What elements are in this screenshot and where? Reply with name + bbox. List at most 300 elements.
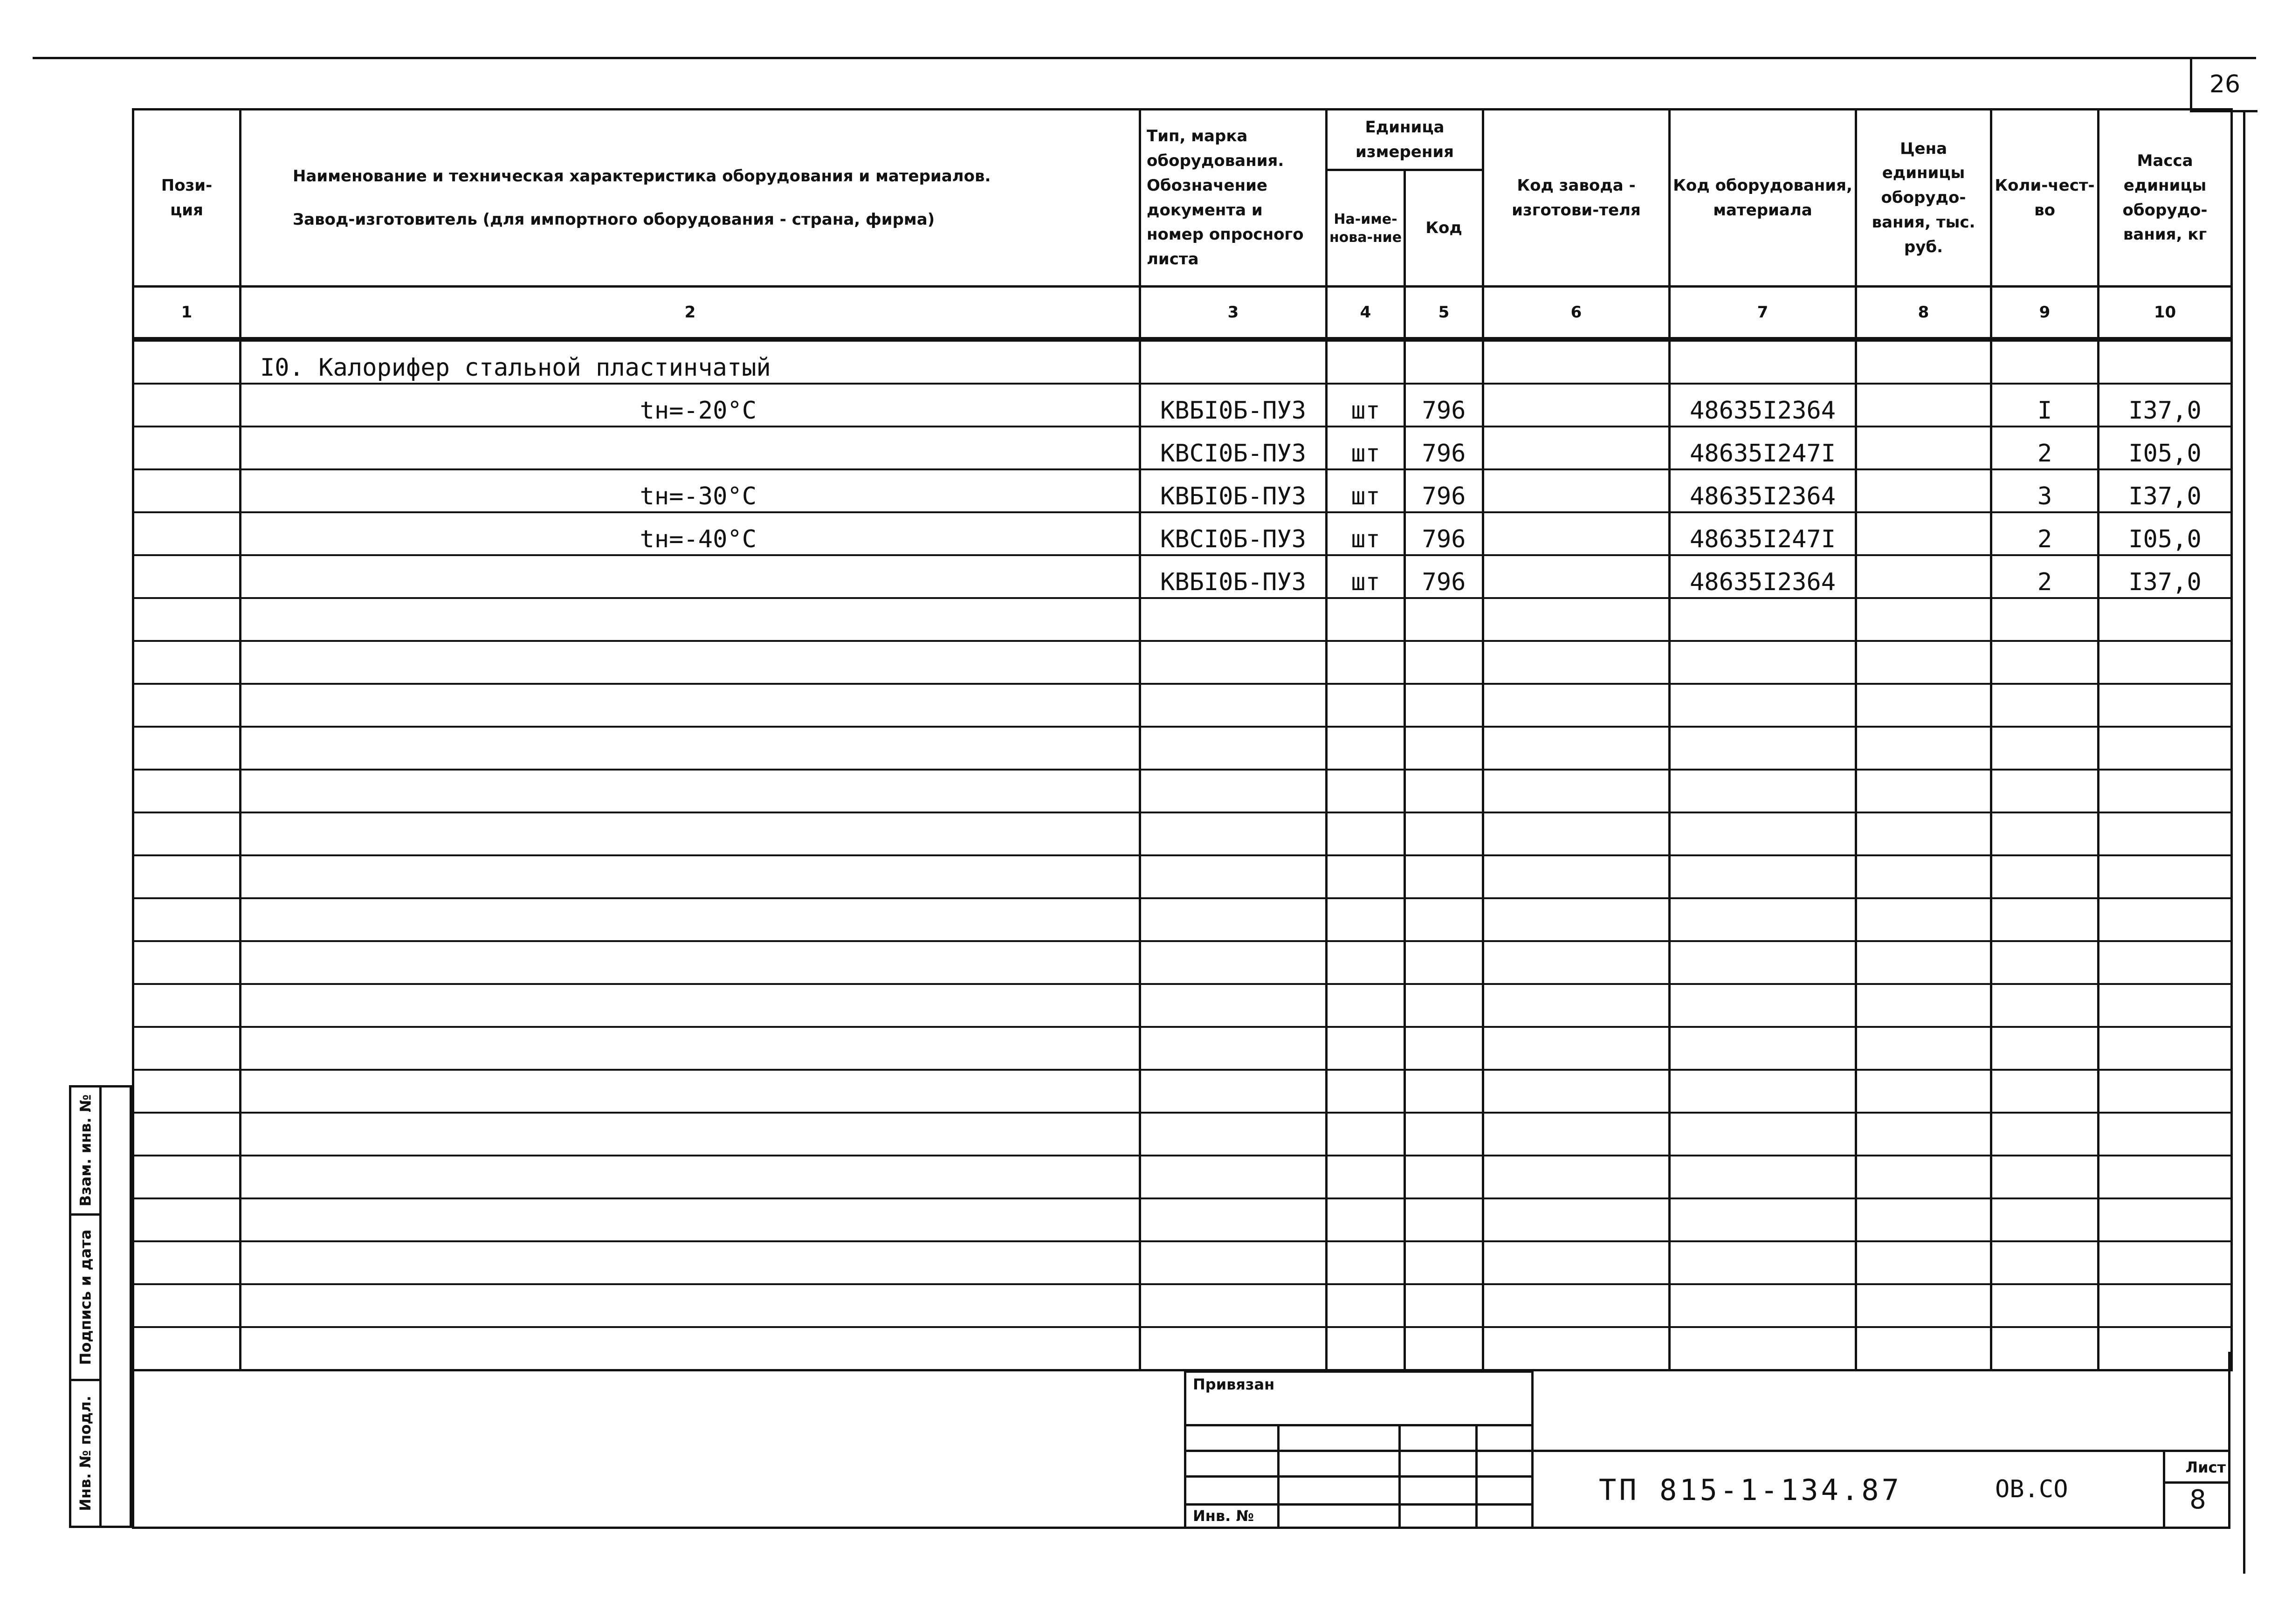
cell-unit [1327, 1284, 1405, 1327]
cell-qty [1991, 1027, 2099, 1070]
cell-unit_code: 796 [1405, 427, 1483, 469]
cell-name: I0. Калорифер стальной пластинчатый [241, 339, 1140, 384]
cell-type [1140, 898, 1327, 941]
column-number-8: 8 [1856, 287, 1991, 340]
cell-mass [2099, 984, 2232, 1027]
cell-unit_code [1405, 941, 1483, 984]
cell-unit_code [1405, 1070, 1483, 1113]
cell-pos [133, 339, 241, 384]
cell-mass [2099, 855, 2232, 898]
cell-unit [1327, 984, 1405, 1027]
cell-pos [133, 1241, 241, 1284]
cell-pos [133, 427, 241, 469]
header-name-line2: Завод-изготовитель (для импортного оборудования - страна, фирма) [293, 210, 935, 229]
privyazan-line [1186, 1450, 1531, 1452]
cell-factory [1483, 598, 1670, 641]
cell-name [241, 727, 1140, 770]
cell-factory [1483, 1156, 1670, 1198]
cell-factory [1483, 1070, 1670, 1113]
cell-name [241, 770, 1140, 812]
cell-type [1140, 1113, 1327, 1156]
cell-qty [1991, 1113, 2099, 1156]
cell-name [241, 598, 1140, 641]
privyazan-line [1186, 1475, 1531, 1478]
inv-no-label: Инв. № [1193, 1507, 1254, 1525]
cell-price [1856, 684, 1991, 727]
cell-qty [1991, 339, 2099, 384]
cell-mass [2099, 1027, 2232, 1070]
header-unit-code: Код [1405, 170, 1483, 287]
table-row [133, 512, 2232, 555]
cell-unit_code [1405, 770, 1483, 812]
cell-price [1856, 1156, 1991, 1198]
column-number-9: 9 [1991, 287, 2099, 340]
cell-factory [1483, 812, 1670, 855]
cell-name [241, 1113, 1140, 1156]
cell-pos [133, 1027, 241, 1070]
cell-code [1670, 1156, 1856, 1198]
cell-factory [1483, 770, 1670, 812]
cell-code [1670, 855, 1856, 898]
header-type: Тип, марка оборудования. Обозначение документа и номер опросного листа [1140, 110, 1327, 287]
table-row [133, 427, 2232, 469]
cell-type: КВСI0Б-ПУЗ [1140, 427, 1327, 469]
cell-unit_code: 796 [1405, 384, 1483, 427]
cell-unit_code [1405, 855, 1483, 898]
cell-code [1670, 941, 1856, 984]
table-row [133, 1198, 2232, 1241]
cell-unit_code [1405, 984, 1483, 1027]
cell-pos [133, 512, 241, 555]
cell-qty [1991, 812, 2099, 855]
cell-code [1670, 984, 1856, 1027]
cell-type [1140, 641, 1327, 684]
cell-unit_code [1405, 1156, 1483, 1198]
cell-price [1856, 427, 1991, 469]
cell-name [241, 812, 1140, 855]
cell-factory [1483, 727, 1670, 770]
table-row [133, 770, 2232, 812]
cell-unit_code [1405, 1113, 1483, 1156]
cell-type: КВСI0Б-ПУЗ [1140, 512, 1327, 555]
cell-pos [133, 1113, 241, 1156]
cell-price [1856, 598, 1991, 641]
table-row [133, 984, 2232, 1027]
cell-name [241, 1241, 1140, 1284]
cell-mass [2099, 898, 2232, 941]
table-row [133, 1241, 2232, 1284]
cell-pos [133, 1156, 241, 1198]
privyazan-vline [1398, 1424, 1401, 1527]
table-row [133, 855, 2232, 898]
cell-pos [133, 469, 241, 512]
cell-price [1856, 727, 1991, 770]
inv-podl-label: Инв. № подл. [76, 1396, 95, 1511]
cell-factory [1483, 1113, 1670, 1156]
cell-factory [1483, 1284, 1670, 1327]
table-row [133, 941, 2232, 984]
column-number-1: 1 [133, 287, 241, 340]
cell-unit [1327, 1156, 1405, 1198]
cell-name: tн=-30°C [241, 469, 1140, 512]
vzam-inv-label: Взам. инв. № [76, 1094, 95, 1207]
table-row [133, 684, 2232, 727]
cell-name [241, 984, 1140, 1027]
podpis-data-label: Подпись и дата [76, 1229, 94, 1365]
cell-qty [1991, 770, 2099, 812]
cell-mass [2099, 339, 2232, 384]
column-numbers-row [133, 287, 2232, 340]
cell-name [241, 427, 1140, 469]
cell-price [1856, 812, 1991, 855]
cell-unit_code: 796 [1405, 469, 1483, 512]
cell-name: tн=-40°C [241, 512, 1140, 555]
cell-unit_code [1405, 812, 1483, 855]
cell-type [1140, 727, 1327, 770]
cell-name [241, 555, 1140, 598]
cell-qty [1991, 727, 2099, 770]
cell-qty [1991, 641, 2099, 684]
cell-mass [2099, 1113, 2232, 1156]
cell-qty [1991, 941, 2099, 984]
column-number-7: 7 [1670, 287, 1856, 340]
cell-name [241, 898, 1140, 941]
header-unit-group: Единица измерения [1327, 110, 1483, 170]
cell-type [1140, 1156, 1327, 1198]
cell-type [1140, 1241, 1327, 1284]
cell-code: 48635I247I [1670, 427, 1856, 469]
cell-code [1670, 598, 1856, 641]
column-number-6: 6 [1483, 287, 1670, 340]
cell-unit_code [1405, 727, 1483, 770]
cell-qty: 2 [1991, 427, 2099, 469]
header-unit-name: На-име-нова-ние [1327, 170, 1405, 287]
cell-pos [133, 555, 241, 598]
table-row [133, 1156, 2232, 1198]
cell-type [1140, 684, 1327, 727]
cell-qty [1991, 598, 2099, 641]
cell-unit [1327, 641, 1405, 684]
table-row [133, 384, 2232, 427]
header-quantity: Коли-чест-во [1991, 110, 2099, 287]
cell-type [1140, 1198, 1327, 1241]
cell-code: 48635I2364 [1670, 384, 1856, 427]
cell-pos [133, 812, 241, 855]
cell-factory [1483, 512, 1670, 555]
cell-unit [1327, 1070, 1405, 1113]
table-row [133, 1027, 2232, 1070]
cell-price [1856, 1241, 1991, 1284]
cell-unit: шт [1327, 512, 1405, 555]
table-row [133, 641, 2232, 684]
cell-type [1140, 1027, 1327, 1070]
cell-factory [1483, 339, 1670, 384]
privyazan-line [1186, 1503, 1531, 1506]
cell-code [1670, 1284, 1856, 1327]
cell-type [1140, 1284, 1327, 1327]
cell-type [1140, 1070, 1327, 1113]
cell-pos [133, 984, 241, 1027]
document-code: ТП 815-1-134.87 [1599, 1473, 1902, 1507]
column-number-3: 3 [1140, 287, 1327, 340]
table-row [133, 727, 2232, 770]
cell-price [1856, 339, 1991, 384]
cell-pos [133, 684, 241, 727]
cell-mass [2099, 641, 2232, 684]
header-position: Пози- ция [133, 110, 241, 287]
cell-price [1856, 512, 1991, 555]
cell-mass [2099, 1198, 2232, 1241]
cell-price [1856, 555, 1991, 598]
column-number-10: 10 [2099, 287, 2232, 340]
cell-unit_code [1405, 898, 1483, 941]
cell-name [241, 941, 1140, 984]
cell-qty: 2 [1991, 512, 2099, 555]
cell-code [1670, 1241, 1856, 1284]
table-row [133, 339, 2232, 384]
header-name-line1: Наименование и техническая характеристика оборудования и материалов. [293, 166, 991, 186]
cell-unit [1327, 1241, 1405, 1284]
cell-unit [1327, 339, 1405, 384]
cell-pos [133, 727, 241, 770]
cell-price [1856, 770, 1991, 812]
cell-qty [1991, 1198, 2099, 1241]
document-suffix: ОВ.СО [1995, 1475, 2068, 1503]
cell-name [241, 1284, 1140, 1327]
cell-factory [1483, 1241, 1670, 1284]
cell-unit: шт [1327, 384, 1405, 427]
cell-type [1140, 984, 1327, 1027]
cell-type [1140, 339, 1327, 384]
cell-code [1670, 1070, 1856, 1113]
cell-unit_code [1405, 598, 1483, 641]
table-row [133, 469, 2232, 512]
header-row [133, 110, 2232, 170]
cell-unit [1327, 598, 1405, 641]
cell-type [1140, 770, 1327, 812]
cell-pos [133, 384, 241, 427]
cell-unit: шт [1327, 427, 1405, 469]
cell-code [1670, 641, 1856, 684]
cell-unit [1327, 1113, 1405, 1156]
cell-unit_code: 796 [1405, 555, 1483, 598]
cell-name: tн=-20°C [241, 384, 1140, 427]
left-approval-strip [69, 1085, 132, 1528]
cell-mass [2099, 941, 2232, 984]
cell-qty [1991, 1284, 2099, 1327]
cell-code [1670, 684, 1856, 727]
cell-factory [1483, 898, 1670, 941]
header-mass: Масса единицы оборудо-вания, кг [2099, 110, 2232, 287]
cell-unit [1327, 684, 1405, 727]
cell-price [1856, 984, 1991, 1027]
cell-mass [2099, 727, 2232, 770]
right-frame-line [2243, 110, 2245, 1574]
cell-qty [1991, 1070, 2099, 1113]
table-row [133, 1070, 2232, 1113]
cell-qty: I [1991, 384, 2099, 427]
cell-mass [2099, 684, 2232, 727]
page-number: 26 [2190, 59, 2257, 112]
cell-mass [2099, 1284, 2232, 1327]
cell-name [241, 684, 1140, 727]
cell-type: КВБI0Б-ПУЗ [1140, 555, 1327, 598]
cell-price [1856, 1070, 1991, 1113]
cell-qty [1991, 984, 2099, 1027]
column-number-4: 4 [1327, 287, 1405, 340]
table-row [133, 1284, 2232, 1327]
cell-code [1670, 339, 1856, 384]
cell-code [1670, 1113, 1856, 1156]
cell-code: 48635I2364 [1670, 555, 1856, 598]
cell-pos [133, 598, 241, 641]
sheet-box [2163, 1450, 2230, 1529]
cell-price [1856, 1113, 1991, 1156]
header-factory-code: Код завода - изготови-теля [1483, 110, 1670, 287]
cell-mass [2099, 1156, 2232, 1198]
cell-mass [2099, 1070, 2232, 1113]
cell-price [1856, 855, 1991, 898]
cell-mass [2099, 812, 2232, 855]
cell-pos [133, 1284, 241, 1327]
table-row [133, 555, 2232, 598]
table-row [133, 812, 2232, 855]
cell-code [1670, 812, 1856, 855]
cell-pos [133, 1198, 241, 1241]
cell-name [241, 1027, 1140, 1070]
cell-mass [2099, 770, 2232, 812]
cell-unit_code [1405, 684, 1483, 727]
cell-price [1856, 641, 1991, 684]
cell-factory [1483, 855, 1670, 898]
cell-type: КВБI0Б-ПУЗ [1140, 469, 1327, 512]
cell-code [1670, 770, 1856, 812]
cell-mass [2099, 598, 2232, 641]
cell-unit_code: 796 [1405, 512, 1483, 555]
cell-unit: шт [1327, 469, 1405, 512]
cell-code: 48635I2364 [1670, 469, 1856, 512]
cell-unit_code [1405, 1198, 1483, 1241]
cell-name [241, 641, 1140, 684]
cell-unit: шт [1327, 555, 1405, 598]
cell-pos [133, 898, 241, 941]
privyazan-vline [1475, 1424, 1478, 1527]
cell-type: КВБI0Б-ПУЗ [1140, 384, 1327, 427]
cell-code [1670, 727, 1856, 770]
cell-factory [1483, 941, 1670, 984]
header-equipment-code: Код оборудования, материала [1670, 110, 1856, 287]
cell-unit_code [1405, 339, 1483, 384]
cell-qty [1991, 898, 2099, 941]
privyazan-label: Привязан [1193, 1376, 1275, 1393]
cell-price [1856, 1284, 1991, 1327]
cell-factory [1483, 384, 1670, 427]
cell-name [241, 1198, 1140, 1241]
cell-unit [1327, 1027, 1405, 1070]
cell-type [1140, 812, 1327, 855]
header-name [241, 110, 1140, 287]
cell-type [1140, 855, 1327, 898]
cell-factory [1483, 469, 1670, 512]
cell-unit [1327, 812, 1405, 855]
cell-qty [1991, 1241, 2099, 1284]
sheet-number: 8 [2189, 1485, 2206, 1515]
cell-factory [1483, 641, 1670, 684]
cell-pos [133, 855, 241, 898]
cell-code: 48635I247I [1670, 512, 1856, 555]
cell-qty [1991, 684, 2099, 727]
table-body [133, 339, 2232, 1370]
cell-unit_code [1405, 1241, 1483, 1284]
table-row [133, 1113, 2232, 1156]
cell-unit [1327, 770, 1405, 812]
sheet-label: Лист [2165, 1453, 2230, 1484]
cell-unit [1327, 855, 1405, 898]
table-row [133, 598, 2232, 641]
header-price: Цена единицы оборудо-вания, тыс. руб. [1856, 110, 1991, 287]
column-number-2: 2 [241, 287, 1140, 340]
cell-qty: 3 [1991, 469, 2099, 512]
cell-unit [1327, 1198, 1405, 1241]
cell-price [1856, 384, 1991, 427]
cell-code [1670, 1027, 1856, 1070]
cell-type [1140, 598, 1327, 641]
cell-code [1670, 898, 1856, 941]
cell-name [241, 1156, 1140, 1198]
cell-mass: I05,0 [2099, 427, 2232, 469]
cell-price [1856, 1027, 1991, 1070]
cell-unit [1327, 898, 1405, 941]
cell-mass: I37,0 [2099, 384, 2232, 427]
cell-mass: I37,0 [2099, 555, 2232, 598]
cell-price [1856, 1198, 1991, 1241]
cell-factory [1483, 984, 1670, 1027]
cell-pos [133, 641, 241, 684]
privyazan-box [1184, 1370, 1534, 1529]
specification-table [132, 108, 2233, 1371]
cell-unit_code [1405, 1027, 1483, 1070]
cell-factory [1483, 427, 1670, 469]
cell-factory [1483, 555, 1670, 598]
cell-price [1856, 941, 1991, 984]
privyazan-vline [1277, 1424, 1280, 1527]
cell-mass: I05,0 [2099, 512, 2232, 555]
cell-type [1140, 941, 1327, 984]
cell-pos [133, 1070, 241, 1113]
cell-qty: 2 [1991, 555, 2099, 598]
cell-factory [1483, 684, 1670, 727]
top-border-line [33, 57, 2256, 59]
cell-qty [1991, 1156, 2099, 1198]
column-number-5: 5 [1405, 287, 1483, 340]
cell-price [1856, 898, 1991, 941]
cell-name [241, 1070, 1140, 1113]
cell-qty [1991, 855, 2099, 898]
cell-unit_code [1405, 641, 1483, 684]
cell-factory [1483, 1198, 1670, 1241]
cell-price [1856, 469, 1991, 512]
cell-pos [133, 770, 241, 812]
cell-name [241, 855, 1140, 898]
cell-mass [2099, 1241, 2232, 1284]
cell-unit_code [1405, 1284, 1483, 1327]
cell-code [1670, 1198, 1856, 1241]
table-row [133, 898, 2232, 941]
privyazan-line [1186, 1424, 1531, 1426]
cell-unit [1327, 941, 1405, 984]
cell-pos [133, 941, 241, 984]
cell-factory [1483, 1027, 1670, 1070]
